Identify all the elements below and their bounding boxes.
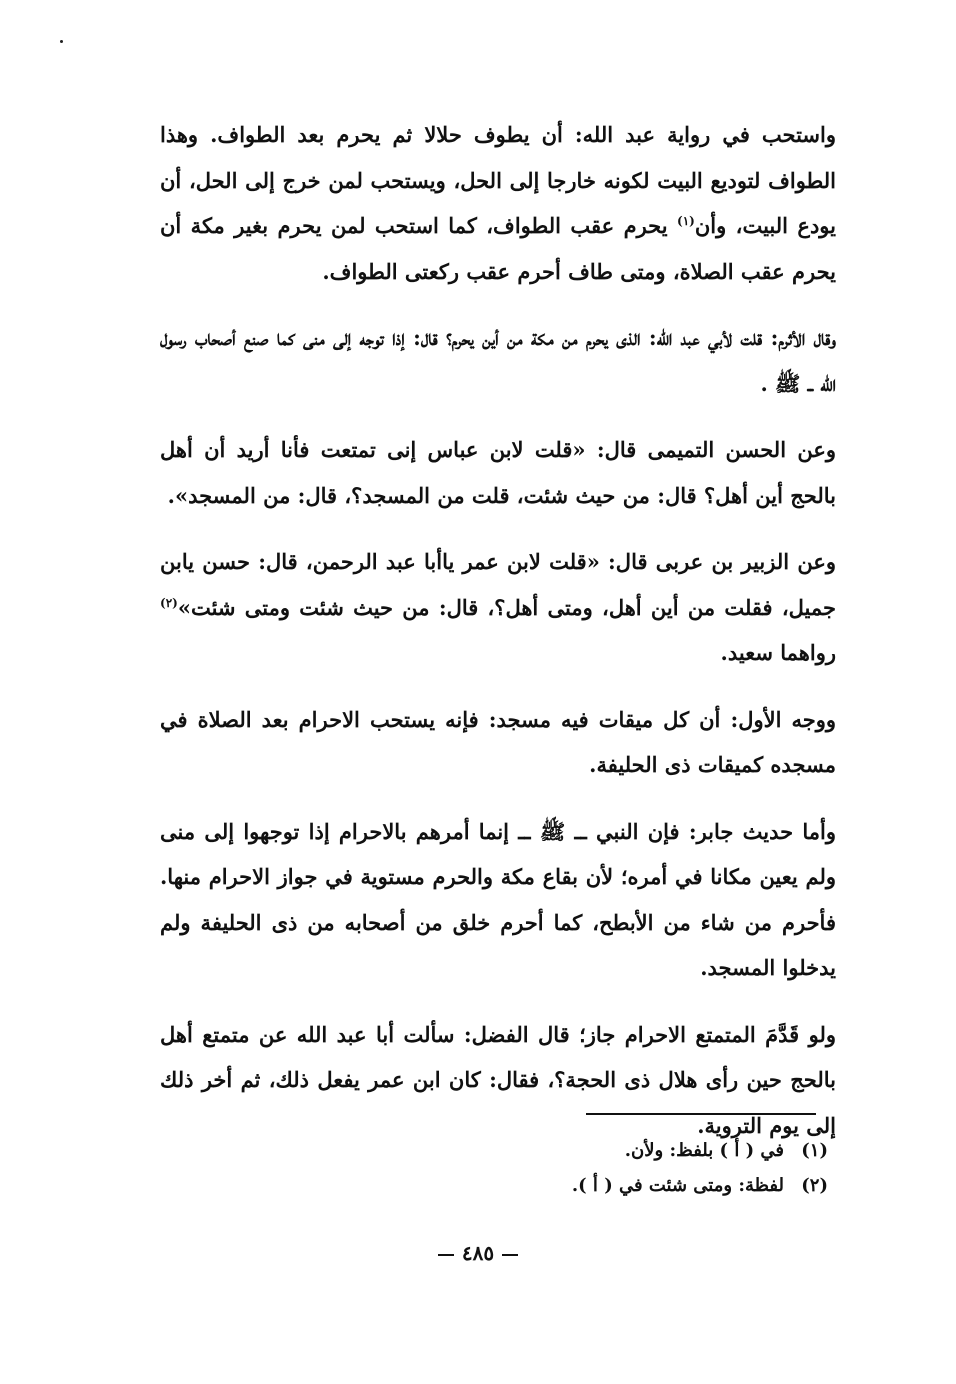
scan-speck — [60, 40, 63, 43]
footnote-2 — [268, 1168, 828, 1203]
paragraph-6: وأما حديث جابر: فإن النبي ــ ﷺ ــ إنما أمرهم بالاحرام إذا توجهوا إلى منى ولم يعين مكانا في أمره؛ لأن بقاع مكة والحرم مستوية في جواز الاحرام منها. فأحرم من شاء من الأبطح، كما أحرم خلق من أصحابه من ذى الحليفة ولم يدخلوا المسجد. — [160, 818, 836, 980]
dash-right — [438, 1254, 454, 1256]
paragraph-5: ووجه الأول: أن كل ميقات فيه مسجد: فإنه يستحب الاحرام بعد الصلاة في مسجده كميقات ذى الحليفة. — [160, 706, 836, 777]
footnote-text: لفظة: ومتى شئت في ( أ ). — [571, 1175, 784, 1196]
footnote-number: (١) — [801, 1140, 828, 1161]
footnote-ref-1: (١) — [677, 214, 695, 228]
footnote-text: في ( أ ) بلفظ: ولأن. — [624, 1140, 784, 1161]
paragraph-4: وعن الزبير بن عربى قال: «قلت لابن عمر ياأبا عبد الرحمن، قال: حسن يابن جميل، فقلت من أين أهل، ومتى أهل؟، قال: من حيث شئت ومتى شئت»$^{(٢)}$ رواهما سعيد. — [160, 549, 836, 665]
footnote-ref-2: (٢) — [160, 595, 178, 610]
page-number — [0, 1238, 956, 1268]
footnote-1 — [268, 1133, 828, 1168]
footnotes — [268, 1133, 828, 1203]
dash-left — [502, 1254, 518, 1256]
paragraph-7: ولو قَدَّمَ المتمتع الاحرام جاز؛ قال الفضل: سألت أبا عبد الله عن متمتع أهل بالحج حين رأى هلال ذى الحجة؟، فقال: كان ابن عمر يفعل ذلك، ثم أخر ذلك إلى يوم التروية. — [160, 1021, 836, 1138]
paragraph-2: وقال الأثرم: قلت لأبي عبد الله: الذى يحرم من مكة من أين يحرم؟ قال: إذا توجه إلى منى كما صنع أصحاب رسول الله ــ ﷺ . — [160, 325, 837, 396]
page-number-value: ٤٨٥ — [461, 1241, 495, 1265]
footnote-divider — [586, 1113, 816, 1115]
main-text — [160, 112, 836, 1169]
paragraph-3: وعن الحسن التميمى قال: «قلت لابن عباس إنى تمتعت فأنا أريد أن أهل بالحج أين أهل؟ قال: من حيث شئت، قلت من المسجد؟، قال: من المسجد». — [160, 437, 836, 508]
footnote-number: (٢) — [801, 1175, 828, 1196]
paragraph-1: واستحب في رواية عبد الله: أن يطوف حلالا ثم يحرم بعد الطواف. وهذا الطواف لتوديع البيت لكونه خارجا إلى الحل، ويستحب لمن خرج إلى الحل، أن يودع البيت، وأن$^{(١)}$ يحرم عقب الطواف، كما استحب لمن يحرم بغير مكة أن يحرم عقب الصلاة، ومتى طاف أحرم عقب ركعتى الطواف. — [160, 122, 836, 284]
